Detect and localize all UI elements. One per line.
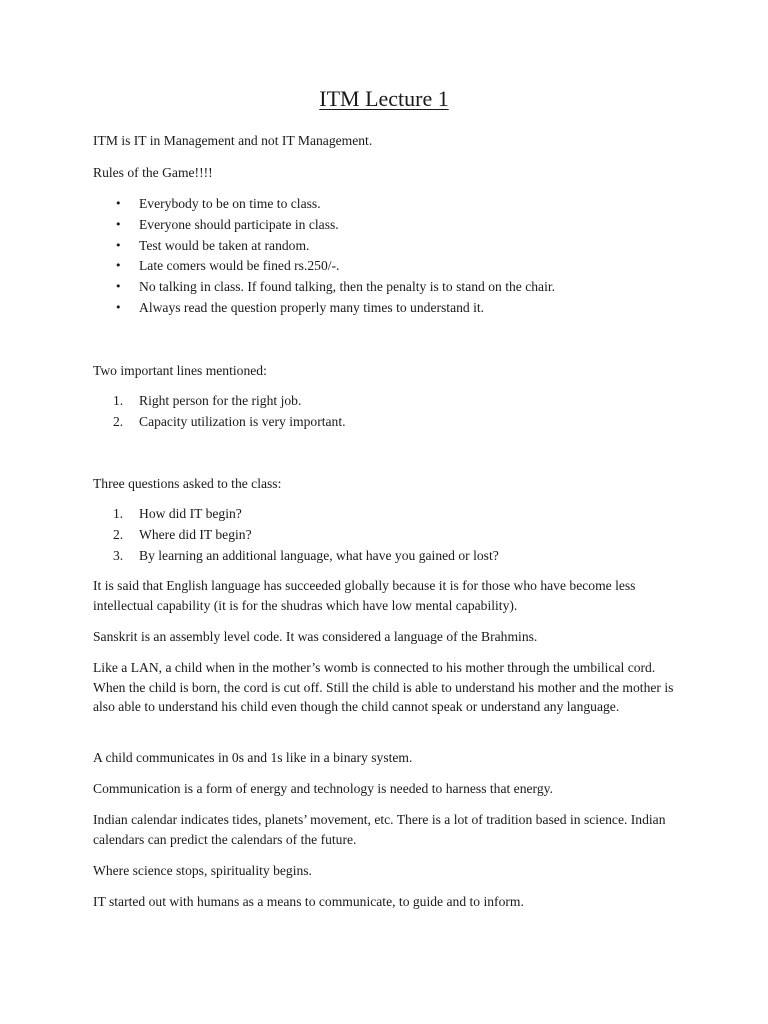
paragraph-sanskrit: Sanskrit is an assembly level code. It was considered a language of the Brahmins. (93, 629, 538, 644)
document-title-text: ITM Lecture 1 (319, 86, 449, 111)
bullet-icon: • (115, 217, 122, 231)
rule-item (93, 194, 555, 215)
paragraph-communication-energy: Communication is a form of energy and technology is needed to harness that energy. (93, 781, 553, 796)
intro-paragraph: ITM is IT in Management and not IT Management. (93, 133, 373, 148)
list-item-text: Everyone should participate in class. (139, 216, 339, 232)
list-number: 3. (113, 547, 124, 563)
list-number: 2. (113, 526, 124, 542)
paragraph-binary: A child communicates in 0s and 1s like in a binary system. (93, 750, 413, 765)
questions-heading: Three questions asked to the class: (93, 476, 282, 491)
rule-item (93, 236, 555, 257)
list-item-text: How did IT begin? (139, 506, 242, 521)
question-item (93, 525, 499, 546)
list-item-text: Always read the question properly many times to understand it. (139, 299, 485, 315)
bullet-icon: • (115, 280, 122, 294)
document-title (0, 86, 768, 112)
paragraph-science-spirituality: Where science stops, spirituality begins. (93, 863, 312, 878)
list-item-text: No talking in class. If found talking, then the penalty is to stand on the chair. (139, 279, 556, 295)
rule-item (93, 256, 555, 277)
rule-item (93, 298, 555, 319)
paragraph-indian-calendar: Indian calendar indicates tides, planets’ movement, etc. There is a lot of tradition based in science. Indian calendars can predict the calendars of the future. (93, 812, 666, 847)
question-item (93, 504, 499, 525)
list-item-text: By learning an additional language, what have you gained or lost? (139, 547, 499, 563)
list-item-text: Late comers would be fined rs.250/-. (139, 258, 340, 274)
list-number: 1. (113, 393, 124, 408)
important-line-item (93, 391, 346, 412)
bullet-icon: • (115, 238, 122, 252)
list-number: 1. (113, 506, 124, 521)
paragraph-english-language: It is said that English language has succeeded globally because it is for those who have become less intellectual capability (it is for the shudras which have low mental capability). (93, 578, 636, 613)
paragraph-it-origins: IT started out with humans as a means to communicate, to guide and to inform. (93, 894, 524, 909)
bullet-icon: • (115, 259, 122, 273)
list-number: 2. (113, 413, 124, 429)
questions-numbered-list (93, 504, 499, 566)
list-item-text: Where did IT begin? (139, 526, 252, 542)
list-item-text: Right person for the right job. (139, 393, 302, 408)
rule-item (93, 277, 555, 298)
bullet-icon: • (115, 300, 122, 314)
list-item-text: Test would be taken at random. (139, 237, 310, 253)
list-item-text: Everybody to be on time to class. (139, 196, 321, 211)
question-item (93, 546, 499, 567)
paragraph-lan-analogy: Like a LAN, a child when in the mother’s womb is connected to his mother through the umbilical cord. When the child is born, the cord is cut off. Still the child is able to understand his mother and the mother is also able to understand his child even though the child cannot speak or understand any language. (93, 660, 674, 714)
rules-bullet-list (93, 194, 555, 319)
rules-heading: Rules of the Game!!!! (93, 165, 213, 180)
important-lines-numbered-list (93, 391, 346, 433)
rule-item (93, 215, 555, 236)
bullet-icon: • (115, 197, 122, 210)
important-line-item (93, 412, 346, 433)
lines-heading: Two important lines mentioned: (93, 363, 267, 378)
list-item-text: Capacity utilization is very important. (139, 413, 346, 429)
